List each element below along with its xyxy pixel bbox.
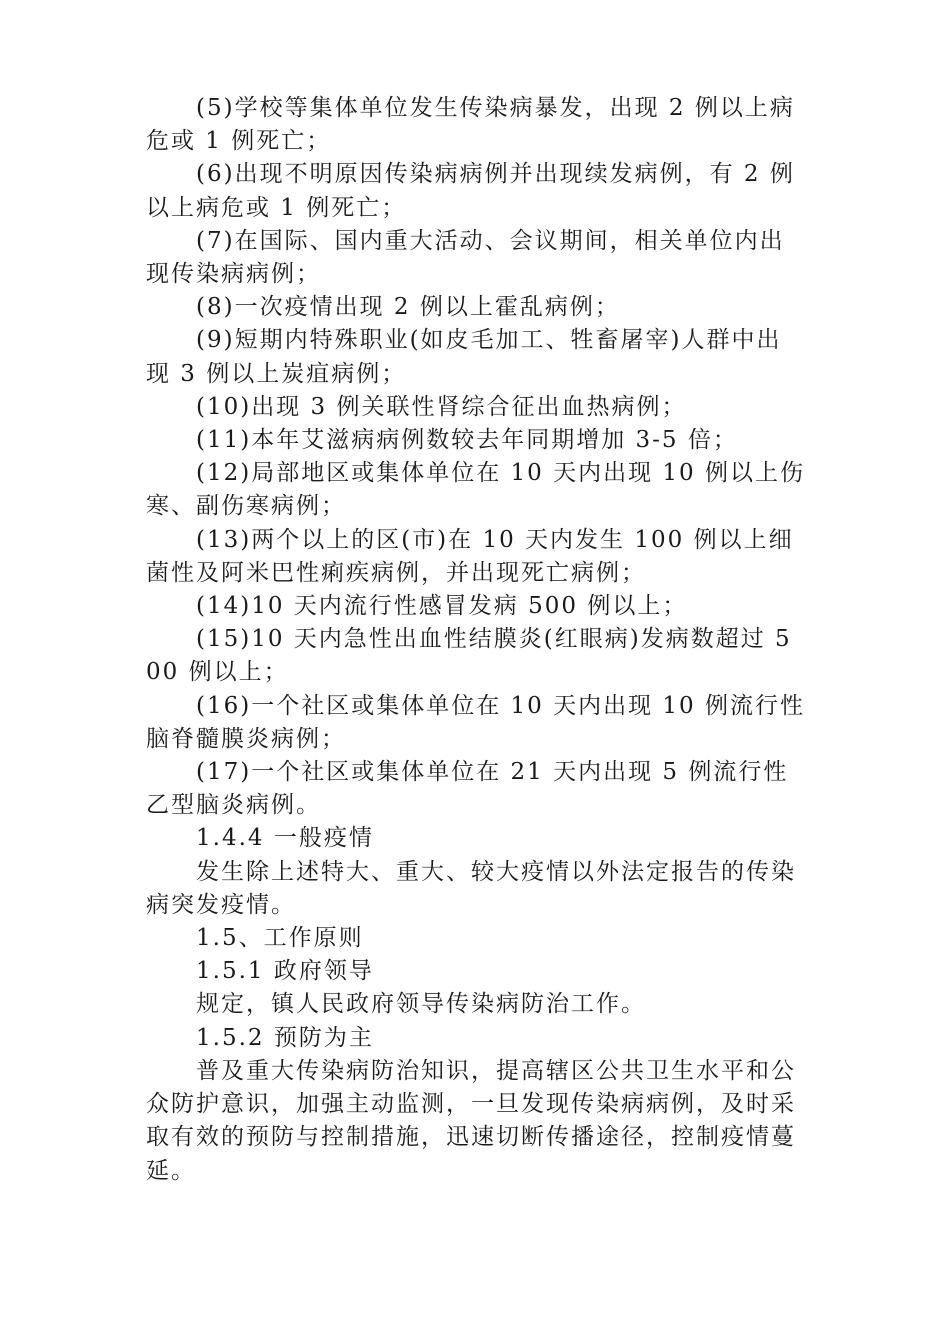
document-body — [146, 92, 806, 1188]
paragraph-general-epidemic: 发生除上述特大、重大、较大疫情以外法定报告的传染病突发疫情。 — [146, 858, 796, 918]
paragraph-item-16: (16)一个社区或集体单位在 10 天内出现 10 例流行性脑脊髓膜炎病例； — [146, 692, 805, 752]
section-heading-work-principles: 1.5、工作原则 — [196, 925, 364, 952]
paragraph-government-leadership: 规定，镇人民政府领导传染病防治工作。 — [196, 991, 646, 1018]
paragraph-item-17: (17)一个社区或集体单位在 21 天内出现 5 例流行性乙型脑炎病例。 — [146, 759, 789, 819]
paragraph-item-11: (11)本年艾滋病病例数较去年同期增加 3-5 倍； — [196, 427, 738, 454]
paragraph-item-7: (7)在国际、国内重大活动、会议期间，相关单位内出现传染病病例； — [146, 227, 785, 288]
paragraph-item-10: (10)出现 3 例关联性肾综合征出血热病例； — [196, 393, 687, 420]
paragraph-item-12: (12)局部地区或集体单位在 10 天内出现 10 例以上伤寒、副伤寒病例； — [146, 460, 805, 520]
section-heading-government-leadership: 1.5.1 政府领导 — [196, 958, 374, 985]
paragraph-item-15: (15)10 天内急性出血性结膜炎(红眼病)发病数超过 500 例以上； — [146, 626, 792, 686]
paragraph-item-8: (8)一次疫情出现 2 例以上霍乱病例； — [196, 294, 620, 321]
paragraph-item-9: (9)短期内特殊职业(如皮毛加工、牲畜屠宰)人群中出现 3 例以上炭疽病例； — [146, 327, 782, 387]
paragraph-item-13: (13)两个以上的区(市)在 10 天内发生 100 例以上细菌性及阿米巴性痢疾病例，并出现死亡病例； — [146, 526, 794, 586]
paragraph-item-5: (5)学校等集体单位发生传染病暴发，出现 2 例以上病危或 1 例死亡； — [146, 95, 795, 155]
section-heading-prevention-first: 1.5.2 预防为主 — [196, 1024, 374, 1051]
paragraph-item-6: (6)出现不明原因传染病病例并出现续发病例，有 2 例以上病危或 1 例死亡； — [146, 161, 795, 221]
paragraph-item-14: (14)10 天内流行性感冒发病 500 例以上； — [196, 593, 688, 620]
paragraph-prevention-first: 普及重大传染病防治知识，提高辖区公共卫生水平和公众防护意识，加强主动监测，一旦发现传染病病例，及时采取有效的预防与控制措施，迅速切断传播途径，控制疫情蔓延。 — [146, 1057, 796, 1184]
section-heading-general-epidemic: 1.4.4 一般疫情 — [196, 825, 374, 852]
